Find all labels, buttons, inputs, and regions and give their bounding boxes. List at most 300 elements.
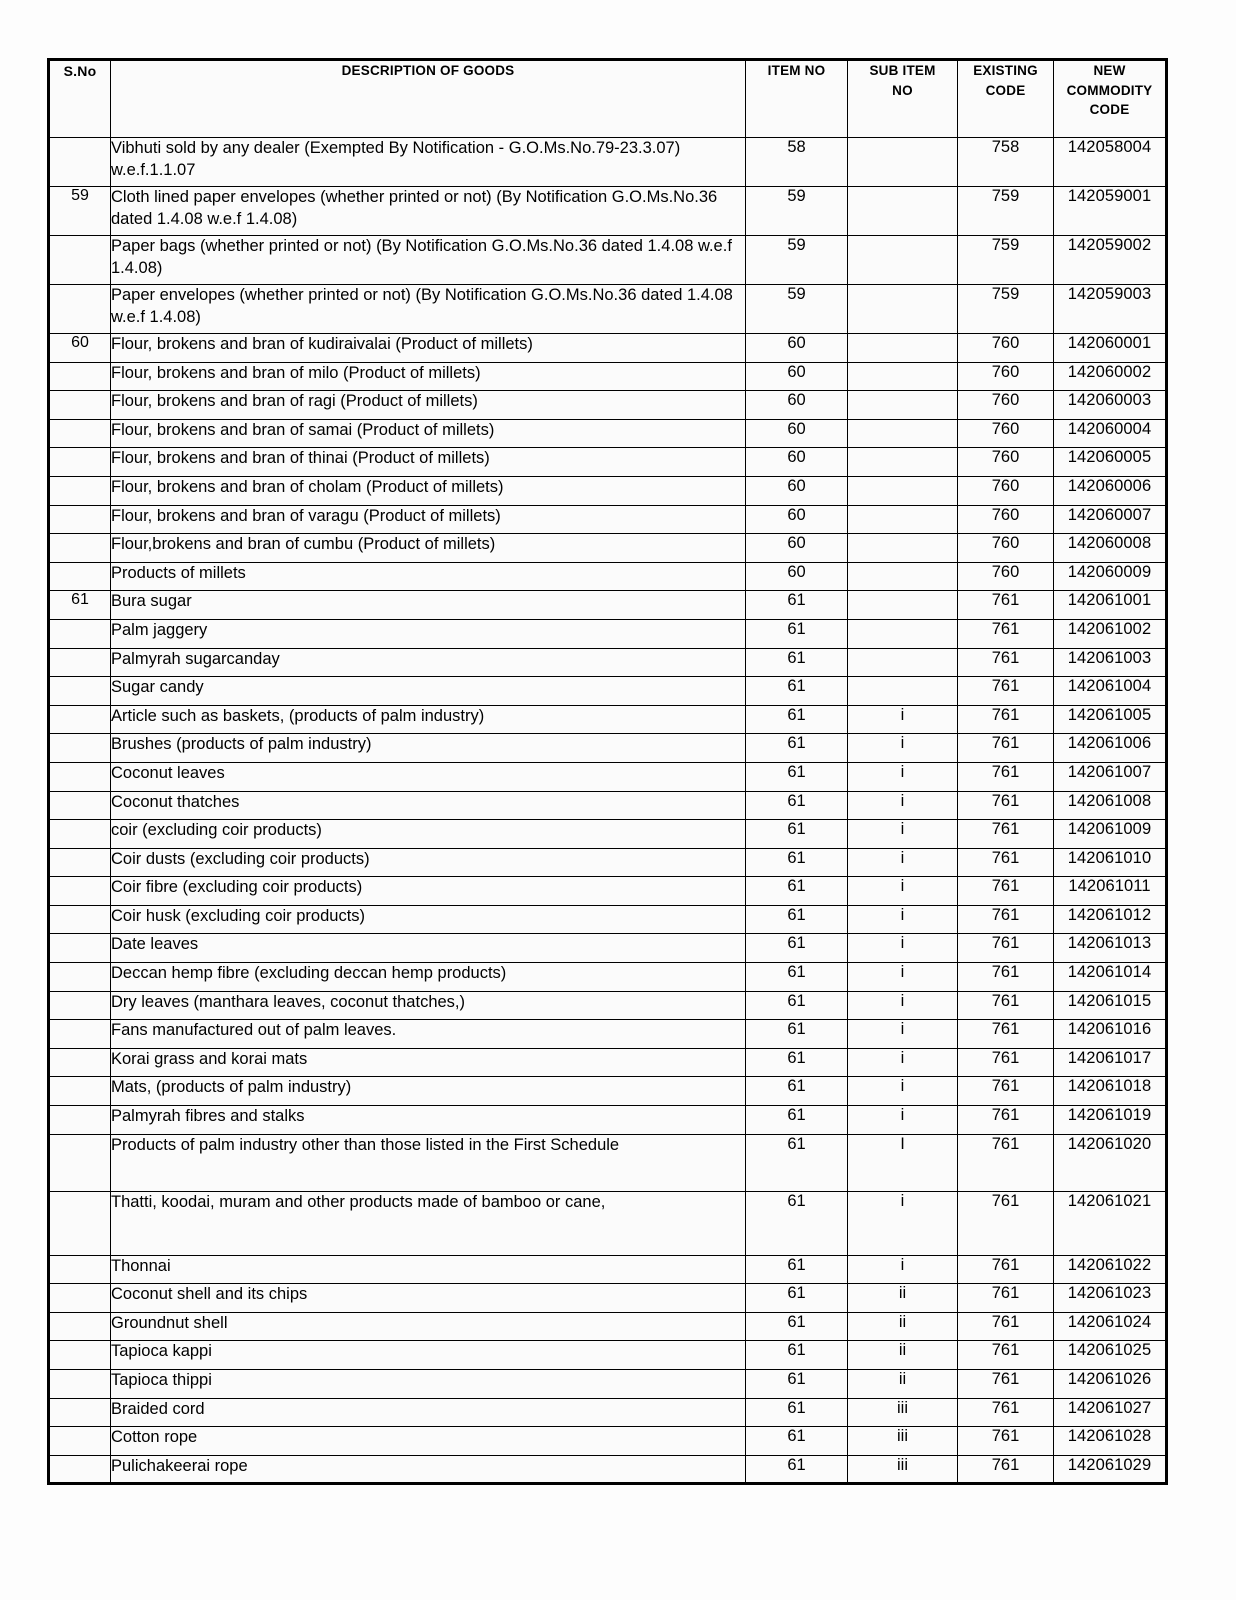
cell-sno bbox=[49, 391, 111, 420]
table-body bbox=[49, 138, 1167, 1484]
cell-existing-code: 761 bbox=[958, 1398, 1054, 1427]
cell-sno bbox=[49, 1370, 111, 1399]
cell-new-commodity-code: 142061005 bbox=[1054, 705, 1167, 734]
cell-sub-item-no bbox=[848, 534, 958, 563]
cell-sno: 59 bbox=[49, 187, 111, 236]
cell-sno bbox=[49, 791, 111, 820]
table-row bbox=[49, 534, 1167, 563]
cell-sub-item-no bbox=[848, 591, 958, 620]
cell-sno bbox=[49, 505, 111, 534]
cell-new-commodity-code: 142061029 bbox=[1054, 1455, 1167, 1484]
cell-new-commodity-code: 142061002 bbox=[1054, 619, 1167, 648]
cell-item-no: 61 bbox=[746, 619, 848, 648]
cell-sno bbox=[49, 1255, 111, 1284]
cell-sno bbox=[49, 963, 111, 992]
cell-item-no: 61 bbox=[746, 1106, 848, 1135]
table-row bbox=[49, 734, 1167, 763]
existing-code-line2: CODE bbox=[985, 82, 1026, 98]
table-row bbox=[49, 963, 1167, 992]
cell-item-no: 60 bbox=[746, 391, 848, 420]
table-row bbox=[49, 505, 1167, 534]
column-header-description: DESCRIPTION OF GOODS bbox=[111, 60, 746, 138]
cell-new-commodity-code: 142061021 bbox=[1054, 1191, 1167, 1255]
table-row bbox=[49, 391, 1167, 420]
column-header-sub-item-no bbox=[848, 60, 958, 138]
cell-sno: 60 bbox=[49, 334, 111, 363]
column-header-item-no: ITEM NO bbox=[746, 60, 848, 138]
cell-description: Coir husk (excluding coir products) bbox=[111, 905, 746, 934]
cell-new-commodity-code: 142061001 bbox=[1054, 591, 1167, 620]
cell-description: Flour, brokens and bran of milo (Product of millets) bbox=[111, 362, 746, 391]
table-row bbox=[49, 334, 1167, 363]
cell-description: Products of palm industry other than those listed in the First Schedule bbox=[111, 1134, 746, 1191]
cell-sno bbox=[49, 991, 111, 1020]
cell-new-commodity-code: 142061004 bbox=[1054, 677, 1167, 706]
cell-existing-code: 761 bbox=[958, 619, 1054, 648]
cell-sub-item-no bbox=[848, 648, 958, 677]
cell-sub-item-no: i bbox=[848, 705, 958, 734]
cell-sno bbox=[49, 448, 111, 477]
cell-existing-code: 761 bbox=[958, 648, 1054, 677]
cell-new-commodity-code: 142061012 bbox=[1054, 905, 1167, 934]
table-row bbox=[49, 1255, 1167, 1284]
cell-sub-item-no: i bbox=[848, 1048, 958, 1077]
cell-existing-code: 759 bbox=[958, 236, 1054, 285]
cell-item-no: 60 bbox=[746, 505, 848, 534]
cell-description: Flour, brokens and bran of kudiraivalai (Product of millets) bbox=[111, 334, 746, 363]
cell-description: Mats, (products of palm industry) bbox=[111, 1077, 746, 1106]
cell-item-no: 61 bbox=[746, 963, 848, 992]
cell-new-commodity-code: 142061009 bbox=[1054, 820, 1167, 849]
cell-sub-item-no bbox=[848, 391, 958, 420]
cell-existing-code: 759 bbox=[958, 285, 1054, 334]
cell-new-commodity-code: 142061014 bbox=[1054, 963, 1167, 992]
cell-sno bbox=[49, 648, 111, 677]
table-row bbox=[49, 1284, 1167, 1313]
table-row bbox=[49, 236, 1167, 285]
cell-existing-code: 761 bbox=[958, 905, 1054, 934]
table-row bbox=[49, 934, 1167, 963]
table-row bbox=[49, 1134, 1167, 1191]
cell-item-no: 61 bbox=[746, 648, 848, 677]
cell-description: Fans manufactured out of palm leaves. bbox=[111, 1020, 746, 1049]
table-row bbox=[49, 848, 1167, 877]
cell-sno bbox=[49, 1048, 111, 1077]
cell-new-commodity-code: 142061007 bbox=[1054, 762, 1167, 791]
cell-existing-code: 761 bbox=[958, 1284, 1054, 1313]
cell-sno bbox=[49, 820, 111, 849]
cell-new-commodity-code: 142061003 bbox=[1054, 648, 1167, 677]
cell-new-commodity-code: 142059002 bbox=[1054, 236, 1167, 285]
cell-item-no: 60 bbox=[746, 448, 848, 477]
cell-new-commodity-code: 142061027 bbox=[1054, 1398, 1167, 1427]
cell-existing-code: 761 bbox=[958, 791, 1054, 820]
cell-description: Products of millets bbox=[111, 562, 746, 591]
cell-description: Bura sugar bbox=[111, 591, 746, 620]
cell-existing-code: 761 bbox=[958, 848, 1054, 877]
cell-item-no: 61 bbox=[746, 1048, 848, 1077]
cell-description: Korai grass and korai mats bbox=[111, 1048, 746, 1077]
cell-existing-code: 761 bbox=[958, 1312, 1054, 1341]
table-row bbox=[49, 1020, 1167, 1049]
cell-sub-item-no: i bbox=[848, 1191, 958, 1255]
cell-description: Coir dusts (excluding coir products) bbox=[111, 848, 746, 877]
cell-description: Paper envelopes (whether printed or not) (By Notification G.O.Ms.No.36 dated 1.4.08 w.e.f 1.4.08) bbox=[111, 285, 746, 334]
cell-new-commodity-code: 142060006 bbox=[1054, 476, 1167, 505]
cell-sno bbox=[49, 1284, 111, 1313]
cell-sno bbox=[49, 476, 111, 505]
cell-new-commodity-code: 142061011 bbox=[1054, 877, 1167, 906]
cell-item-no: 61 bbox=[746, 677, 848, 706]
cell-new-commodity-code: 142060002 bbox=[1054, 362, 1167, 391]
cell-new-commodity-code: 142061022 bbox=[1054, 1255, 1167, 1284]
cell-sno bbox=[49, 1077, 111, 1106]
cell-description: Thonnai bbox=[111, 1255, 746, 1284]
cell-sub-item-no bbox=[848, 285, 958, 334]
cell-description: Palm jaggery bbox=[111, 619, 746, 648]
cell-item-no: 59 bbox=[746, 236, 848, 285]
cell-existing-code: 760 bbox=[958, 534, 1054, 563]
cell-sno bbox=[49, 934, 111, 963]
cell-sub-item-no: i bbox=[848, 734, 958, 763]
cell-description: Flour, brokens and bran of cholam (Product of millets) bbox=[111, 476, 746, 505]
cell-sno bbox=[49, 1020, 111, 1049]
cell-existing-code: 761 bbox=[958, 963, 1054, 992]
cell-sub-item-no: I bbox=[848, 1134, 958, 1191]
cell-sub-item-no: i bbox=[848, 791, 958, 820]
cell-existing-code: 761 bbox=[958, 1341, 1054, 1370]
cell-existing-code: 759 bbox=[958, 187, 1054, 236]
cell-item-no: 60 bbox=[746, 534, 848, 563]
table-row bbox=[49, 285, 1167, 334]
cell-new-commodity-code: 142061008 bbox=[1054, 791, 1167, 820]
cell-item-no: 61 bbox=[746, 820, 848, 849]
cell-sno bbox=[49, 1134, 111, 1191]
table-row bbox=[49, 448, 1167, 477]
cell-sno: 61 bbox=[49, 591, 111, 620]
cell-item-no: 61 bbox=[746, 848, 848, 877]
cell-description: Flour, brokens and bran of varagu (Product of millets) bbox=[111, 505, 746, 534]
cell-existing-code: 761 bbox=[958, 1427, 1054, 1456]
cell-new-commodity-code: 142061025 bbox=[1054, 1341, 1167, 1370]
cell-sub-item-no bbox=[848, 505, 958, 534]
cell-new-commodity-code: 142060007 bbox=[1054, 505, 1167, 534]
cell-existing-code: 761 bbox=[958, 1106, 1054, 1135]
cell-sno bbox=[49, 848, 111, 877]
cell-sub-item-no bbox=[848, 187, 958, 236]
cell-existing-code: 758 bbox=[958, 138, 1054, 187]
table-row bbox=[49, 138, 1167, 187]
cell-description: Palmyrah fibres and stalks bbox=[111, 1106, 746, 1135]
cell-new-commodity-code: 142060001 bbox=[1054, 334, 1167, 363]
table-row bbox=[49, 905, 1167, 934]
cell-description: Date leaves bbox=[111, 934, 746, 963]
table-row bbox=[49, 1341, 1167, 1370]
sub-item-no-line1: SUB ITEM bbox=[869, 63, 936, 78]
cell-sub-item-no: ii bbox=[848, 1312, 958, 1341]
cell-existing-code: 760 bbox=[958, 562, 1054, 591]
cell-existing-code: 761 bbox=[958, 991, 1054, 1020]
table-row bbox=[49, 1312, 1167, 1341]
cell-description: Groundnut shell bbox=[111, 1312, 746, 1341]
cell-existing-code: 761 bbox=[958, 1048, 1054, 1077]
cell-sno bbox=[49, 1455, 111, 1484]
cell-item-no: 61 bbox=[746, 705, 848, 734]
cell-existing-code: 760 bbox=[958, 419, 1054, 448]
cell-existing-code: 761 bbox=[958, 1455, 1054, 1484]
table-row bbox=[49, 1106, 1167, 1135]
cell-sub-item-no: i bbox=[848, 905, 958, 934]
cell-new-commodity-code: 142061017 bbox=[1054, 1048, 1167, 1077]
cell-existing-code: 760 bbox=[958, 334, 1054, 363]
column-header-new-commodity-code bbox=[1054, 60, 1167, 138]
cell-sub-item-no bbox=[848, 138, 958, 187]
cell-description: coir (excluding coir products) bbox=[111, 820, 746, 849]
cell-new-commodity-code: 142061020 bbox=[1054, 1134, 1167, 1191]
cell-new-commodity-code: 142059001 bbox=[1054, 187, 1167, 236]
cell-item-no: 59 bbox=[746, 285, 848, 334]
cell-sno bbox=[49, 905, 111, 934]
table-row bbox=[49, 1048, 1167, 1077]
cell-sno bbox=[49, 562, 111, 591]
table-row bbox=[49, 705, 1167, 734]
commodity-code-table-container bbox=[47, 58, 1165, 1485]
cell-item-no: 60 bbox=[746, 362, 848, 391]
cell-description: Tapioca kappi bbox=[111, 1341, 746, 1370]
cell-item-no: 61 bbox=[746, 1284, 848, 1313]
cell-item-no: 61 bbox=[746, 791, 848, 820]
cell-description: Flour,brokens and bran of cumbu (Product of millets) bbox=[111, 534, 746, 563]
table-row bbox=[49, 877, 1167, 906]
table-row bbox=[49, 1398, 1167, 1427]
cell-description: Deccan hemp fibre (excluding deccan hemp products) bbox=[111, 963, 746, 992]
cell-new-commodity-code: 142060009 bbox=[1054, 562, 1167, 591]
cell-new-commodity-code: 142060008 bbox=[1054, 534, 1167, 563]
cell-existing-code: 761 bbox=[958, 934, 1054, 963]
cell-description: Flour, brokens and bran of thinai (Product of millets) bbox=[111, 448, 746, 477]
cell-sub-item-no: i bbox=[848, 1077, 958, 1106]
table-row bbox=[49, 562, 1167, 591]
cell-sub-item-no bbox=[848, 619, 958, 648]
cell-item-no: 61 bbox=[746, 591, 848, 620]
cell-existing-code: 760 bbox=[958, 391, 1054, 420]
table-row bbox=[49, 419, 1167, 448]
cell-sno bbox=[49, 138, 111, 187]
cell-existing-code: 761 bbox=[958, 705, 1054, 734]
cell-description: Coconut leaves bbox=[111, 762, 746, 791]
cell-item-no: 61 bbox=[746, 1077, 848, 1106]
cell-sno bbox=[49, 1427, 111, 1456]
cell-sub-item-no bbox=[848, 362, 958, 391]
cell-sub-item-no bbox=[848, 419, 958, 448]
cell-item-no: 61 bbox=[746, 1312, 848, 1341]
table-row bbox=[49, 677, 1167, 706]
cell-existing-code: 761 bbox=[958, 1020, 1054, 1049]
cell-new-commodity-code: 142061024 bbox=[1054, 1312, 1167, 1341]
table-row bbox=[49, 1455, 1167, 1484]
cell-new-commodity-code: 142059003 bbox=[1054, 285, 1167, 334]
cell-new-commodity-code: 142061023 bbox=[1054, 1284, 1167, 1313]
cell-sub-item-no: i bbox=[848, 877, 958, 906]
cell-item-no: 61 bbox=[746, 1134, 848, 1191]
table-row bbox=[49, 362, 1167, 391]
table-row bbox=[49, 648, 1167, 677]
table-row bbox=[49, 1370, 1167, 1399]
cell-sub-item-no: i bbox=[848, 1255, 958, 1284]
cell-description: Thatti, koodai, muram and other products made of bamboo or cane, bbox=[111, 1191, 746, 1255]
table-row bbox=[49, 820, 1167, 849]
cell-sub-item-no bbox=[848, 448, 958, 477]
cell-sub-item-no: i bbox=[848, 934, 958, 963]
cell-existing-code: 760 bbox=[958, 505, 1054, 534]
table-row bbox=[49, 619, 1167, 648]
cell-sub-item-no: ii bbox=[848, 1284, 958, 1313]
cell-sub-item-no: i bbox=[848, 820, 958, 849]
cell-sno bbox=[49, 419, 111, 448]
cell-sub-item-no bbox=[848, 476, 958, 505]
cell-new-commodity-code: 142061028 bbox=[1054, 1427, 1167, 1456]
table-row bbox=[49, 187, 1167, 236]
cell-description: Coir fibre (excluding coir products) bbox=[111, 877, 746, 906]
cell-item-no: 58 bbox=[746, 138, 848, 187]
table-row bbox=[49, 762, 1167, 791]
table-row bbox=[49, 791, 1167, 820]
cell-item-no: 60 bbox=[746, 562, 848, 591]
cell-sub-item-no bbox=[848, 334, 958, 363]
cell-new-commodity-code: 142061019 bbox=[1054, 1106, 1167, 1135]
cell-new-commodity-code: 142061015 bbox=[1054, 991, 1167, 1020]
table-header-row bbox=[49, 60, 1167, 138]
cell-item-no: 61 bbox=[746, 877, 848, 906]
cell-description: Palmyrah sugarcanday bbox=[111, 648, 746, 677]
existing-code-line1: EXISTING bbox=[973, 63, 1038, 78]
table-row bbox=[49, 591, 1167, 620]
cell-item-no: 61 bbox=[746, 1398, 848, 1427]
cell-sno bbox=[49, 285, 111, 334]
cell-existing-code: 760 bbox=[958, 448, 1054, 477]
cell-new-commodity-code: 142060004 bbox=[1054, 419, 1167, 448]
cell-description: Flour, brokens and bran of samai (Product of millets) bbox=[111, 419, 746, 448]
cell-sno bbox=[49, 877, 111, 906]
cell-new-commodity-code: 142061016 bbox=[1054, 1020, 1167, 1049]
cell-item-no: 61 bbox=[746, 934, 848, 963]
sub-item-no-line2: NO bbox=[892, 82, 913, 98]
cell-sno bbox=[49, 762, 111, 791]
cell-sub-item-no: iii bbox=[848, 1427, 958, 1456]
cell-item-no: 61 bbox=[746, 1455, 848, 1484]
cell-existing-code: 760 bbox=[958, 476, 1054, 505]
cell-description: Cotton rope bbox=[111, 1427, 746, 1456]
cell-sub-item-no: i bbox=[848, 1020, 958, 1049]
commodity-code-table bbox=[47, 58, 1168, 1485]
table-row bbox=[49, 991, 1167, 1020]
cell-sno bbox=[49, 534, 111, 563]
cell-item-no: 60 bbox=[746, 476, 848, 505]
cell-item-no: 61 bbox=[746, 1191, 848, 1255]
cell-sno bbox=[49, 1398, 111, 1427]
cell-item-no: 61 bbox=[746, 905, 848, 934]
cell-existing-code: 761 bbox=[958, 591, 1054, 620]
cell-new-commodity-code: 142060003 bbox=[1054, 391, 1167, 420]
cell-description: Sugar candy bbox=[111, 677, 746, 706]
cell-item-no: 60 bbox=[746, 334, 848, 363]
cell-description: Brushes (products of palm industry) bbox=[111, 734, 746, 763]
table-header bbox=[49, 60, 1167, 138]
cell-description: Coconut thatches bbox=[111, 791, 746, 820]
cell-sno bbox=[49, 677, 111, 706]
cell-existing-code: 761 bbox=[958, 762, 1054, 791]
cell-new-commodity-code: 142061018 bbox=[1054, 1077, 1167, 1106]
cell-sno bbox=[49, 1191, 111, 1255]
cell-item-no: 60 bbox=[746, 419, 848, 448]
cell-existing-code: 760 bbox=[958, 362, 1054, 391]
cell-sub-item-no: iii bbox=[848, 1398, 958, 1427]
table-row bbox=[49, 476, 1167, 505]
cell-sno bbox=[49, 734, 111, 763]
column-header-sno: S.No bbox=[49, 60, 111, 138]
cell-description: Flour, brokens and bran of ragi (Product of millets) bbox=[111, 391, 746, 420]
cell-description: Cloth lined paper envelopes (whether printed or not) (By Notification G.O.Ms.No.36 dated 1.4.08 w.e.f 1.4.08) bbox=[111, 187, 746, 236]
cell-sno bbox=[49, 1106, 111, 1135]
cell-item-no: 61 bbox=[746, 1341, 848, 1370]
cell-sub-item-no: i bbox=[848, 1106, 958, 1135]
cell-new-commodity-code: 142061013 bbox=[1054, 934, 1167, 963]
new-commodity-code-line2: COMMODITY bbox=[1066, 82, 1153, 98]
cell-item-no: 61 bbox=[746, 1020, 848, 1049]
cell-description: Article such as baskets, (products of palm industry) bbox=[111, 705, 746, 734]
cell-existing-code: 761 bbox=[958, 877, 1054, 906]
new-commodity-code-line1: NEW bbox=[1093, 63, 1126, 78]
cell-sno bbox=[49, 1312, 111, 1341]
cell-sub-item-no: ii bbox=[848, 1341, 958, 1370]
cell-sno bbox=[49, 236, 111, 285]
table-row bbox=[49, 1191, 1167, 1255]
cell-new-commodity-code: 142060005 bbox=[1054, 448, 1167, 477]
cell-new-commodity-code: 142061010 bbox=[1054, 848, 1167, 877]
cell-description: Dry leaves (manthara leaves, coconut thatches,) bbox=[111, 991, 746, 1020]
cell-new-commodity-code: 142061026 bbox=[1054, 1370, 1167, 1399]
cell-item-no: 61 bbox=[746, 1255, 848, 1284]
cell-sno bbox=[49, 619, 111, 648]
cell-existing-code: 761 bbox=[958, 1191, 1054, 1255]
cell-sub-item-no bbox=[848, 562, 958, 591]
cell-sub-item-no: i bbox=[848, 963, 958, 992]
cell-description: Braided cord bbox=[111, 1398, 746, 1427]
cell-existing-code: 761 bbox=[958, 1134, 1054, 1191]
cell-new-commodity-code: 142058004 bbox=[1054, 138, 1167, 187]
cell-item-no: 59 bbox=[746, 187, 848, 236]
cell-item-no: 61 bbox=[746, 1427, 848, 1456]
cell-sub-item-no: ii bbox=[848, 1370, 958, 1399]
cell-description: Paper bags (whether printed or not) (By Notification G.O.Ms.No.36 dated 1.4.08 w.e.f 1.4.08) bbox=[111, 236, 746, 285]
cell-item-no: 61 bbox=[746, 762, 848, 791]
cell-existing-code: 761 bbox=[958, 677, 1054, 706]
table-row bbox=[49, 1077, 1167, 1106]
cell-description: Coconut shell and its chips bbox=[111, 1284, 746, 1313]
cell-description: Vibhuti sold by any dealer (Exempted By Notification - G.O.Ms.No.79-23.3.07) w.e.f.1.1.07 bbox=[111, 138, 746, 187]
cell-existing-code: 761 bbox=[958, 1255, 1054, 1284]
cell-sno bbox=[49, 362, 111, 391]
table-row bbox=[49, 1427, 1167, 1456]
cell-sno bbox=[49, 1341, 111, 1370]
cell-sno bbox=[49, 705, 111, 734]
cell-new-commodity-code: 142061006 bbox=[1054, 734, 1167, 763]
cell-existing-code: 761 bbox=[958, 820, 1054, 849]
cell-sub-item-no bbox=[848, 236, 958, 285]
cell-existing-code: 761 bbox=[958, 1370, 1054, 1399]
cell-item-no: 61 bbox=[746, 734, 848, 763]
cell-description: Tapioca thippi bbox=[111, 1370, 746, 1399]
